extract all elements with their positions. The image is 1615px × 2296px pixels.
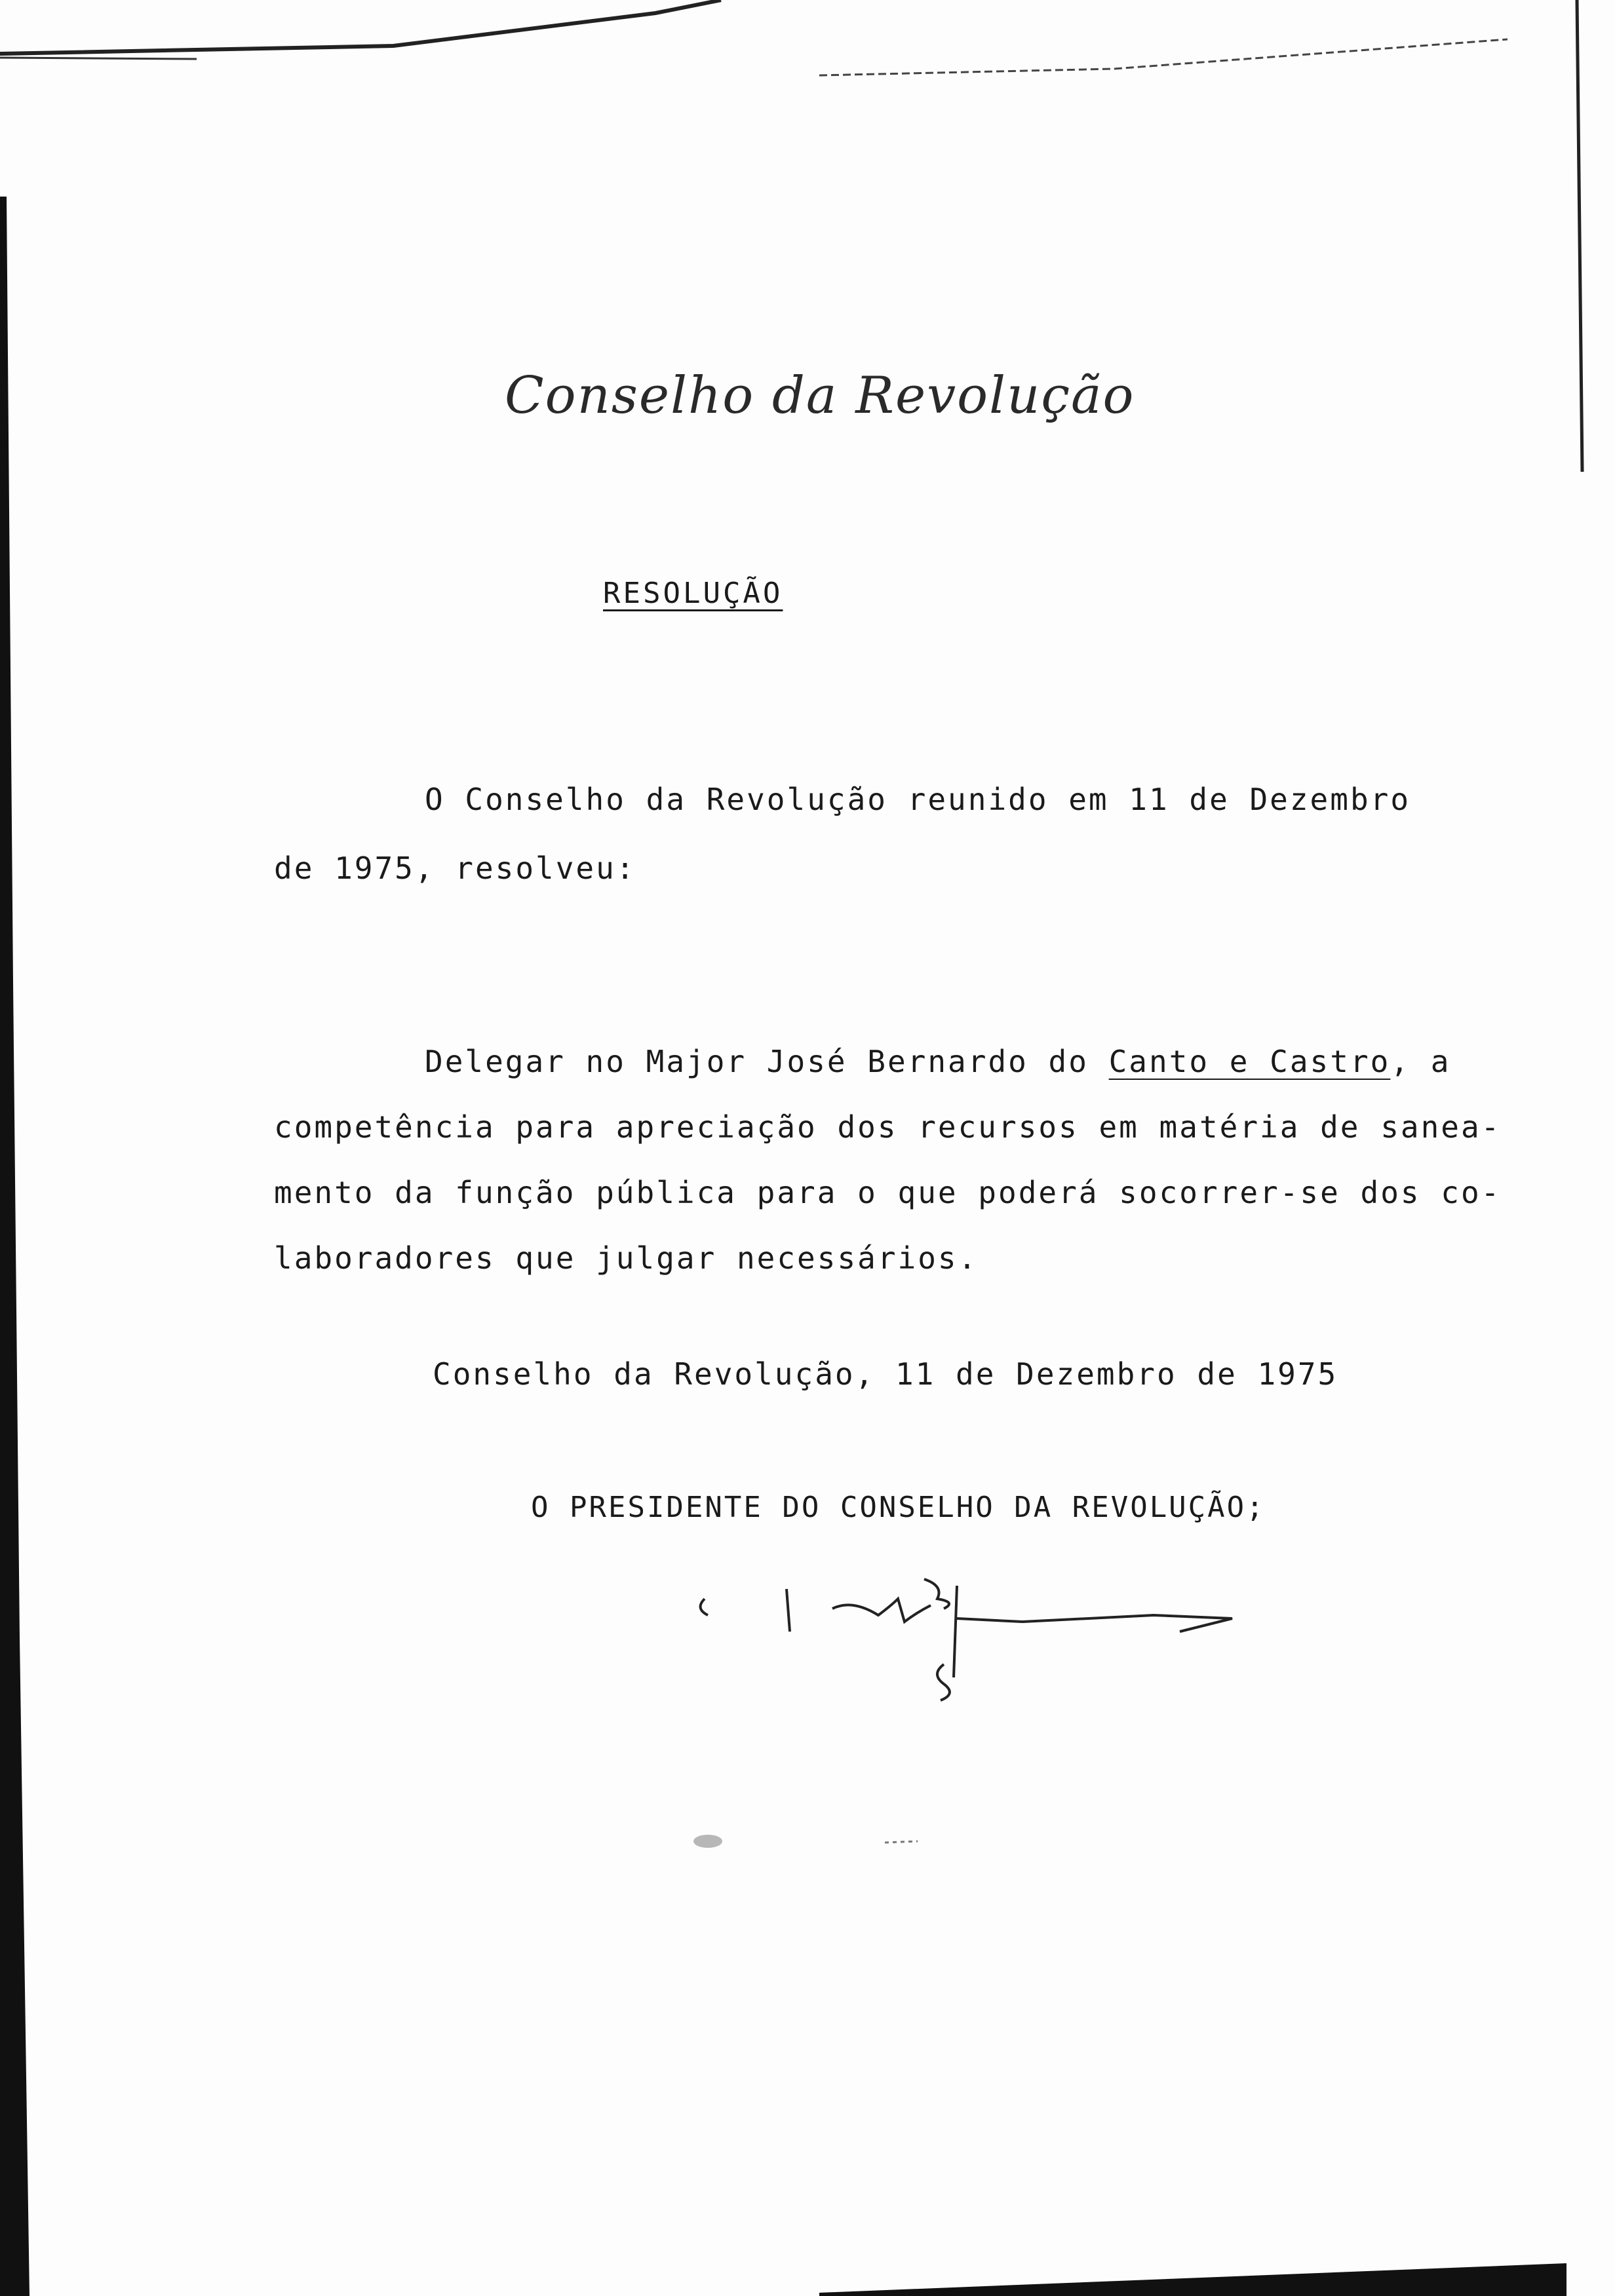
- document-heading: RESOLUÇÃO: [603, 577, 783, 610]
- handwritten-signature: [682, 1559, 1258, 1717]
- scan-artifact-left-edge: [0, 197, 39, 2296]
- letterhead-script: [498, 347, 1135, 446]
- intro-line-2: de 1975, resolveu:: [274, 851, 636, 886]
- svg-text:Conselho da Revolução: Conselho da Revolução: [505, 366, 1135, 425]
- body-line-3: mento da função pública para o que poderá socorrer-se dos co-: [274, 1175, 1502, 1210]
- scan-smudge: [682, 1822, 944, 1861]
- body-line-2: competência para apreciação dos recursos em matéria de sanea-: [274, 1109, 1502, 1145]
- place-and-date: Conselho da Revolução, 11 de Dezembro de 1975: [433, 1356, 1338, 1392]
- delegate-name: Canto e Castro: [1108, 1044, 1391, 1079]
- scan-artifact-top: [0, 0, 1615, 85]
- scan-artifact-bottom: [0, 2244, 1615, 2296]
- signatory-title: O PRESIDENTE DO CONSELHO DA REVOLUÇÃO;: [531, 1491, 1266, 1524]
- intro-line-1: O Conselho da Revolução reunido em 11 de Dezembro: [425, 782, 1411, 817]
- body-line-4: laboradores que julgar necessários.: [274, 1240, 979, 1276]
- resolution-body: [274, 1029, 1501, 1291]
- scan-artifact-right-edge: [1576, 0, 1589, 472]
- body-line-1: Delegar no Major José Bernardo do Canto e Castro, a: [425, 1044, 1451, 1079]
